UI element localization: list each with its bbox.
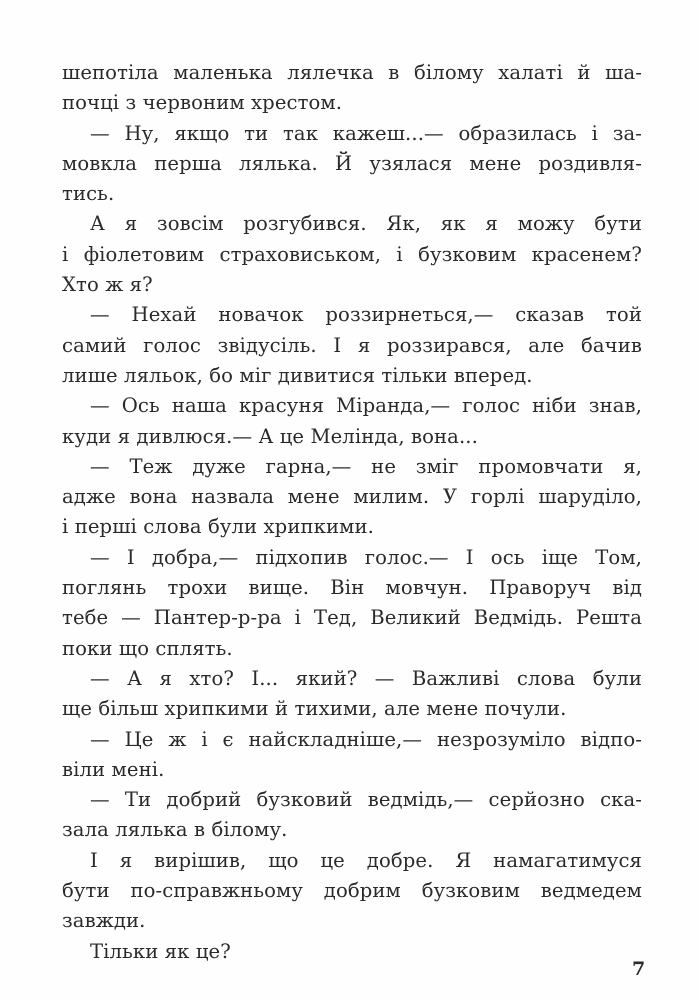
- text-line: бути по-справжньому добрим бузковим ведмедем: [62, 879, 642, 903]
- text-line: лише ляльок, бо міг дивитися тільки вперед.: [62, 363, 533, 387]
- text-line: І я вирішив, що це добре. Я намагатимуся: [90, 848, 642, 872]
- text-line: — Нехай новачок роззирнеться,— сказав той: [90, 303, 642, 327]
- text-line: тись.: [62, 182, 115, 206]
- text-line: — Ну, якщо ти так кажеш...— образилась і за-: [90, 121, 642, 145]
- text-line: шепотіла маленька лялечка в білому халаті й ша-: [62, 61, 642, 84]
- text-line: А я зовсім розгубився. Як, як я можу бути: [90, 212, 642, 236]
- text-line: куди я дивлюся.— А це Мелінда, вона...: [62, 424, 478, 448]
- text-line: віли мені.: [62, 757, 165, 781]
- text-line: — І добра,— підхопив голос.— І ось іще Том,: [90, 545, 642, 569]
- text-line: самий голос звідусіль. І я роззирався, але бачив: [62, 333, 642, 357]
- text-line: Тільки як це?: [90, 939, 231, 963]
- text-line: мовкла перша лялька. Й узялася мене роздивля-: [62, 151, 642, 175]
- text-line: поглянь трохи вище. Він мовчун. Праворуч від: [62, 576, 642, 600]
- text-line: завжди.: [62, 909, 146, 933]
- text-line: ще більш хрипкими й тихими, але мене почули.: [62, 697, 567, 721]
- page-text-body: [62, 58, 642, 967]
- text-line: — Ось наша красуня Міранда,— голос ніби знав,: [90, 394, 642, 418]
- text-line: — А я хто? І... який? — Важливі слова були: [90, 666, 642, 690]
- text-line: — Ти добрий бузковий ведмідь,— серйозно ска-: [90, 788, 642, 812]
- text-line: адже вона назвала мене милим. У горлі шаруділо,: [62, 485, 642, 509]
- text-line: і перші слова були хрипкими.: [62, 515, 374, 539]
- page-number: 7: [632, 958, 646, 980]
- text-line: тебе — Пантер-р-ра і Тед, Великий Ведмідь. Решта: [62, 606, 642, 630]
- text-line: — Теж дуже гарна,— не зміг промовчати я,: [90, 454, 642, 478]
- text-line: — Це ж і є найскладніше,— незрозуміло відпо-: [90, 727, 642, 751]
- text-line: і фіолетовим страховиськом, і бузковим красенем?: [62, 242, 642, 266]
- text-line: Хто ж я?: [62, 273, 153, 297]
- text-line: зала лялька в білому.: [62, 818, 288, 842]
- text-line: почці з червоним хрестом.: [62, 91, 343, 115]
- text-line: поки що сплять.: [62, 636, 233, 660]
